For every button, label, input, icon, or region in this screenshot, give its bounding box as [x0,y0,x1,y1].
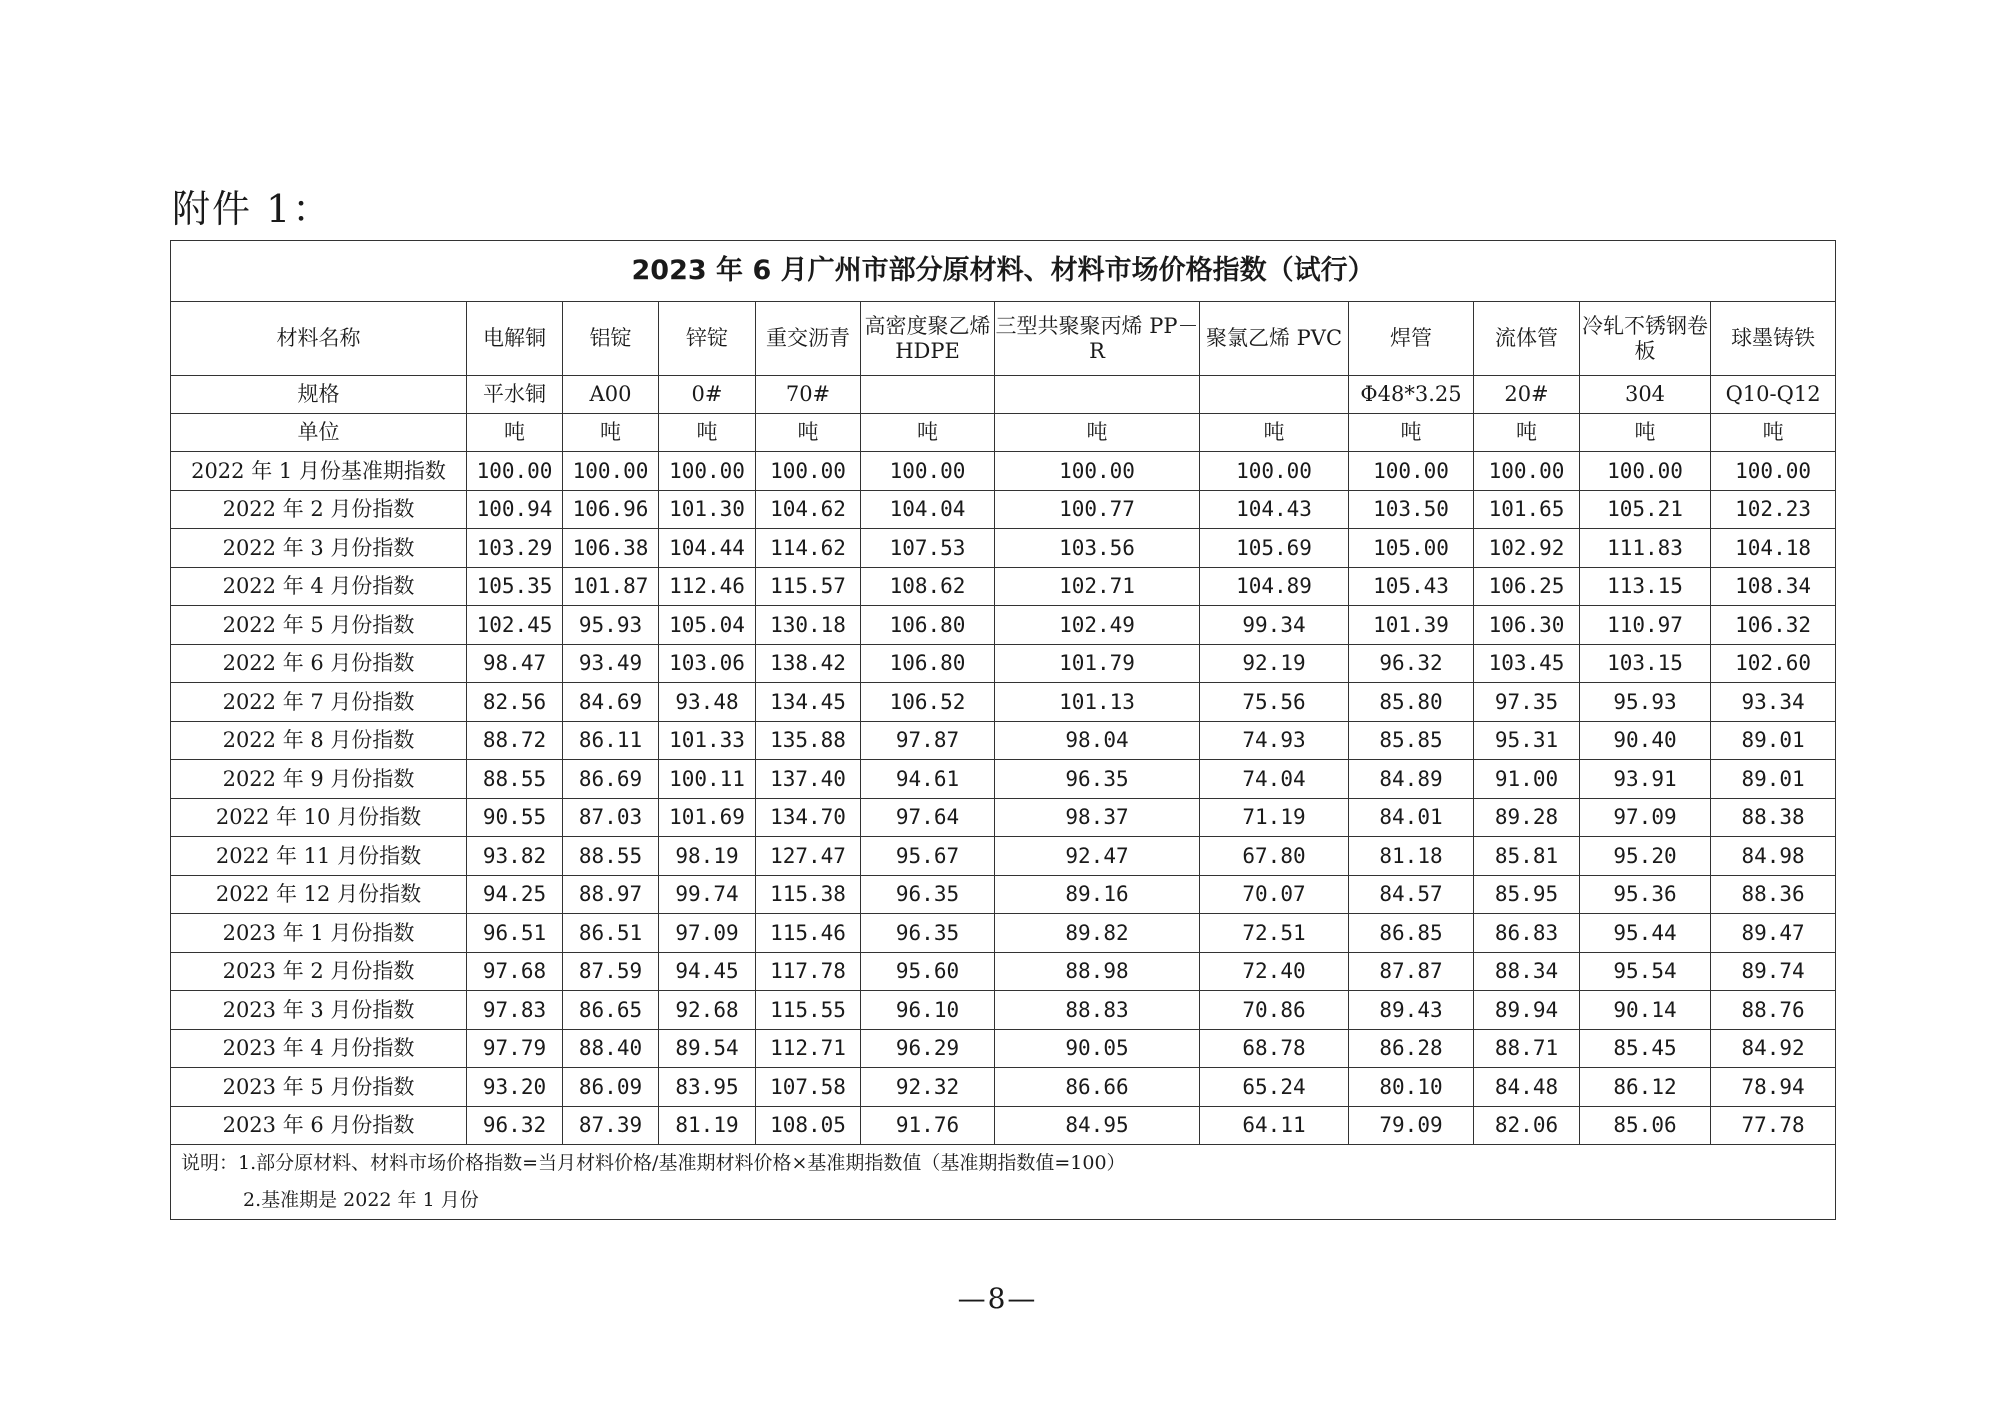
table-row-cell: 93.20 [467,1068,563,1107]
unit-row-cell: 吨 [1711,414,1836,452]
header-row-cell: 焊管 [1349,302,1474,376]
table-row-cell: 85.81 [1474,837,1580,876]
page-number: —8— [957,1282,1038,1315]
table-row [171,1029,1836,1068]
table-row-cell: 103.15 [1580,644,1711,683]
table-row-cell: 99.74 [659,875,756,914]
table-row [171,1106,1836,1145]
table-row-cell: 84.48 [1474,1068,1580,1107]
table-row-cell: 102.92 [1474,529,1580,568]
table-row-cell: 103.56 [995,529,1200,568]
table-row-cell: 96.35 [995,760,1200,799]
table-row-cell: 134.70 [756,798,861,837]
table-row-label: 2023 年 4 月份指数 [171,1029,467,1068]
table-row-cell: 138.42 [756,644,861,683]
table-row [171,798,1836,837]
table-row-cell: 97.09 [1580,798,1711,837]
table-row-cell: 89.01 [1711,721,1836,760]
table-row-cell: 67.80 [1200,837,1349,876]
spec-row-cell: A00 [563,376,659,414]
table-row-cell: 84.69 [563,683,659,722]
table-row-cell: 82.56 [467,683,563,722]
table-row-cell: 88.55 [563,837,659,876]
table-row-cell: 85.80 [1349,683,1474,722]
table-row [171,567,1836,606]
table-row-cell: 88.38 [1711,798,1836,837]
table-row-cell: 100.00 [1711,452,1836,491]
header-row-cell: 高密度聚乙烯 HDPE [861,302,995,376]
table-row-label: 2023 年 2 月份指数 [171,952,467,991]
table-row-cell: 105.69 [1200,529,1349,568]
table-row-cell: 96.10 [861,991,995,1030]
table-row-cell: 93.48 [659,683,756,722]
spec-row [171,376,1836,414]
table-row-cell: 88.71 [1474,1029,1580,1068]
table-row-cell: 105.43 [1349,567,1474,606]
table-row-cell: 101.39 [1349,606,1474,645]
header-row-cell: 三型共聚聚丙烯 PP－R [995,302,1200,376]
table-row-cell: 104.44 [659,529,756,568]
table-row-cell: 81.19 [659,1106,756,1145]
table-row [171,991,1836,1030]
unit-row-cell: 吨 [1200,414,1349,452]
table-row-label: 2022 年 5 月份指数 [171,606,467,645]
table-row-cell: 87.87 [1349,952,1474,991]
table-row-cell: 86.09 [563,1068,659,1107]
table-row-cell: 94.25 [467,875,563,914]
unit-row-cell: 吨 [861,414,995,452]
table-row-cell: 105.21 [1580,490,1711,529]
table-row-cell: 104.43 [1200,490,1349,529]
unit-row-cell: 吨 [995,414,1200,452]
table-row-cell: 102.60 [1711,644,1836,683]
table-row-cell: 89.54 [659,1029,756,1068]
table-row-cell: 101.65 [1474,490,1580,529]
table-row-cell: 100.00 [995,452,1200,491]
table-row-cell: 102.45 [467,606,563,645]
header-row-cell: 铝锭 [563,302,659,376]
table-row-cell: 101.13 [995,683,1200,722]
table-row-cell: 71.19 [1200,798,1349,837]
table-row-cell: 92.47 [995,837,1200,876]
table-row-cell: 65.24 [1200,1068,1349,1107]
table-row-cell: 87.03 [563,798,659,837]
table-row-cell: 86.65 [563,991,659,1030]
table-row-cell: 81.18 [1349,837,1474,876]
spec-row-cell: 0# [659,376,756,414]
header-row-cell: 聚氯乙烯 PVC [1200,302,1349,376]
table-row-cell: 89.01 [1711,760,1836,799]
table-row-label: 2022 年 11 月份指数 [171,837,467,876]
table-row-cell: 88.76 [1711,991,1836,1030]
spec-row-cell: 70# [756,376,861,414]
note-line-2: 2.基准期是 2022 年 1 月份 [243,1189,479,1211]
table-row-cell: 95.67 [861,837,995,876]
unit-row-cell: 吨 [1349,414,1474,452]
table-row-cell: 86.66 [995,1068,1200,1107]
table-row-cell: 96.35 [861,875,995,914]
table-row-cell: 101.30 [659,490,756,529]
table-row-cell: 84.89 [1349,760,1474,799]
table-row-cell: 100.94 [467,490,563,529]
table-row-cell: 106.30 [1474,606,1580,645]
table-row-cell: 95.36 [1580,875,1711,914]
table-row-cell: 115.38 [756,875,861,914]
table-row-cell: 92.32 [861,1068,995,1107]
table-row-cell: 86.51 [563,914,659,953]
header-row-cell: 锌锭 [659,302,756,376]
table-row-cell: 91.76 [861,1106,995,1145]
table-row-cell: 85.45 [1580,1029,1711,1068]
table-row-cell: 89.47 [1711,914,1836,953]
table-row-cell: 86.85 [1349,914,1474,953]
table-row-cell: 107.58 [756,1068,861,1107]
table-row-cell: 80.10 [1349,1068,1474,1107]
table-row [171,837,1836,876]
table-row-cell: 93.49 [563,644,659,683]
header-row-cell: 重交沥青 [756,302,861,376]
table-row-cell: 94.45 [659,952,756,991]
table-row-cell: 134.45 [756,683,861,722]
table-row-cell: 85.95 [1474,875,1580,914]
table-row-cell: 90.05 [995,1029,1200,1068]
table-row-cell: 90.40 [1580,721,1711,760]
table-row-cell: 135.88 [756,721,861,760]
table-row-cell: 89.74 [1711,952,1836,991]
table-row-cell: 103.45 [1474,644,1580,683]
table-row-cell: 86.12 [1580,1068,1711,1107]
table-row-cell: 88.72 [467,721,563,760]
table-row-cell: 105.35 [467,567,563,606]
table-row-label: 2022 年 12 月份指数 [171,875,467,914]
table-row-cell: 96.32 [1349,644,1474,683]
table-row-cell: 97.87 [861,721,995,760]
table-row-cell: 97.64 [861,798,995,837]
table-row-label: 2023 年 5 月份指数 [171,1068,467,1107]
table-row-cell: 98.04 [995,721,1200,760]
table-row-cell: 101.87 [563,567,659,606]
unit-row-cell: 吨 [1580,414,1711,452]
table-row-cell: 84.98 [1711,837,1836,876]
table-row-cell: 108.34 [1711,567,1836,606]
table-row-label: 2023 年 1 月份指数 [171,914,467,953]
table-row-cell: 95.60 [861,952,995,991]
table-row-cell: 100.77 [995,490,1200,529]
table-row-cell: 115.55 [756,991,861,1030]
table-row-label: 2022 年 2 月份指数 [171,490,467,529]
table-row-cell: 90.55 [467,798,563,837]
table-row-label: 2022 年 6 月份指数 [171,644,467,683]
notes [171,1145,1836,1220]
attachment-label: 附件 1： [172,187,333,231]
table-row-cell: 106.80 [861,606,995,645]
table-row-cell: 100.00 [1349,452,1474,491]
table-row-cell: 97.83 [467,991,563,1030]
unit-row [171,414,1836,452]
table-row-cell: 100.00 [1200,452,1349,491]
table-row-cell: 106.80 [861,644,995,683]
table-row [171,914,1836,953]
table-row-cell: 68.78 [1200,1029,1349,1068]
header-row-cell: 电解铜 [467,302,563,376]
table-row-cell: 86.83 [1474,914,1580,953]
table-row-cell: 113.15 [1580,567,1711,606]
table-row-cell: 78.94 [1711,1068,1836,1107]
table-row-cell: 86.69 [563,760,659,799]
table-row-cell: 84.57 [1349,875,1474,914]
price-index-table [170,240,1836,1220]
table-row-cell: 89.43 [1349,991,1474,1030]
table-row [171,683,1836,722]
table-row-cell: 94.61 [861,760,995,799]
table-row-label: 2022 年 1 月份基准期指数 [171,452,467,491]
table-row-cell: 112.46 [659,567,756,606]
table-row-cell: 102.49 [995,606,1200,645]
spec-row-cell [1200,376,1349,414]
table-row-label: 2022 年 8 月份指数 [171,721,467,760]
table-row-cell: 84.95 [995,1106,1200,1145]
table-row-label: 2022 年 3 月份指数 [171,529,467,568]
table-row [171,1068,1836,1107]
table-row-cell: 89.94 [1474,991,1580,1030]
table-row-cell: 102.23 [1711,490,1836,529]
table-row-cell: 97.68 [467,952,563,991]
table-row-cell: 100.00 [1580,452,1711,491]
table-row-cell: 85.06 [1580,1106,1711,1145]
table-row-cell: 100.00 [861,452,995,491]
table-row-cell: 91.00 [1474,760,1580,799]
unit-row-label: 单位 [171,414,467,452]
table-row-cell: 106.96 [563,490,659,529]
table-row-cell: 83.95 [659,1068,756,1107]
table-row-cell: 100.00 [756,452,861,491]
table-row-cell: 95.93 [563,606,659,645]
header-row-cell: 球墨铸铁 [1711,302,1836,376]
spec-row-cell [861,376,995,414]
table-row-cell: 103.29 [467,529,563,568]
table-row-cell: 108.05 [756,1106,861,1145]
table-row-cell: 95.31 [1474,721,1580,760]
table-row-label: 2023 年 3 月份指数 [171,991,467,1030]
table-row-cell: 88.34 [1474,952,1580,991]
table-row [171,760,1836,799]
notes-row [171,1145,1836,1220]
table-row [171,529,1836,568]
table-row-cell: 97.79 [467,1029,563,1068]
table-row-cell: 75.56 [1200,683,1349,722]
table-row-cell: 64.11 [1200,1106,1349,1145]
table-row-cell: 96.29 [861,1029,995,1068]
unit-row-cell: 吨 [659,414,756,452]
table-row-cell: 106.32 [1711,606,1836,645]
table-row-cell: 103.50 [1349,490,1474,529]
table-row-cell: 93.82 [467,837,563,876]
table-row-label: 2023 年 6 月份指数 [171,1106,467,1145]
table-row-cell: 72.51 [1200,914,1349,953]
table-row-cell: 82.06 [1474,1106,1580,1145]
table-row-cell: 77.78 [1711,1106,1836,1145]
table-title: 2023 年 6 月广州市部分原材料、材料市场价格指数（试行） [171,241,1836,302]
table-row-cell: 88.83 [995,991,1200,1030]
table-row-cell: 93.91 [1580,760,1711,799]
table-row-cell: 111.83 [1580,529,1711,568]
table-row-label: 2022 年 7 月份指数 [171,683,467,722]
table-row-cell: 90.14 [1580,991,1711,1030]
header-row-cell: 冷轧不锈钢卷板 [1580,302,1711,376]
table-row-cell: 79.09 [1349,1106,1474,1145]
table-row-cell: 106.25 [1474,567,1580,606]
table-row-cell: 88.55 [467,760,563,799]
table-row-cell: 95.20 [1580,837,1711,876]
table-row-cell: 114.62 [756,529,861,568]
header-row [171,302,1836,376]
table-row-cell: 88.98 [995,952,1200,991]
table-row-cell: 87.59 [563,952,659,991]
table-row-cell: 74.93 [1200,721,1349,760]
table-row-cell: 105.04 [659,606,756,645]
table-row-cell: 72.40 [1200,952,1349,991]
table-row-cell: 74.04 [1200,760,1349,799]
table-row-cell: 95.93 [1580,683,1711,722]
unit-row-cell: 吨 [1474,414,1580,452]
table-row-cell: 107.53 [861,529,995,568]
spec-row-cell: 平水铜 [467,376,563,414]
table-row-label: 2022 年 9 月份指数 [171,760,467,799]
header-row-cell: 流体管 [1474,302,1580,376]
table-row [171,606,1836,645]
table-row-cell: 137.40 [756,760,861,799]
table-row [171,721,1836,760]
table-row-cell: 106.52 [861,683,995,722]
table-row-cell: 104.62 [756,490,861,529]
table-row-cell: 89.16 [995,875,1200,914]
table-row [171,490,1836,529]
spec-row-cell: Φ48*3.25 [1349,376,1474,414]
table-row-cell: 97.09 [659,914,756,953]
table-row-cell: 86.11 [563,721,659,760]
table-row-cell: 95.54 [1580,952,1711,991]
table-row-cell: 92.19 [1200,644,1349,683]
table-row-cell: 89.82 [995,914,1200,953]
spec-row-cell [995,376,1200,414]
table-row-cell: 130.18 [756,606,861,645]
table-row-cell: 117.78 [756,952,861,991]
table-row-cell: 104.04 [861,490,995,529]
note-line-1: 说明：1.部分原材料、材料市场价格指数=当月材料价格/基准期材料价格×基准期指数值（基准期指数值=100） [181,1152,1126,1174]
table-row-cell: 88.40 [563,1029,659,1068]
table-row-label: 2022 年 10 月份指数 [171,798,467,837]
table-row-cell: 127.47 [756,837,861,876]
table-row-cell: 93.34 [1711,683,1836,722]
spec-row-cell: 20# [1474,376,1580,414]
table-row-cell: 100.00 [1474,452,1580,491]
table-row-cell: 99.34 [1200,606,1349,645]
spec-row-cell: 304 [1580,376,1711,414]
table-row-cell: 96.51 [467,914,563,953]
table-row-cell: 100.00 [563,452,659,491]
table-row-cell: 88.36 [1711,875,1836,914]
table-row-cell: 96.32 [467,1106,563,1145]
table-row-cell: 103.06 [659,644,756,683]
table-row-cell: 100.11 [659,760,756,799]
table-row [171,644,1836,683]
table-row-cell: 88.97 [563,875,659,914]
unit-row-cell: 吨 [563,414,659,452]
table-row-cell: 101.79 [995,644,1200,683]
table-row-cell: 87.39 [563,1106,659,1145]
table-row-cell: 96.35 [861,914,995,953]
table-row-cell: 112.71 [756,1029,861,1068]
table-row-cell: 70.07 [1200,875,1349,914]
table-row [171,875,1836,914]
unit-row-cell: 吨 [467,414,563,452]
spec-row-cell: Q10-Q12 [1711,376,1836,414]
header-row-label: 材料名称 [171,302,467,376]
table-row-cell: 84.01 [1349,798,1474,837]
table-row-cell: 92.68 [659,991,756,1030]
table-row-cell: 101.69 [659,798,756,837]
table-row-cell: 98.47 [467,644,563,683]
table-row-cell: 86.28 [1349,1029,1474,1068]
table-row-cell: 70.86 [1200,991,1349,1030]
table-row-cell: 84.92 [1711,1029,1836,1068]
table-row-cell: 97.35 [1474,683,1580,722]
unit-row-cell: 吨 [756,414,861,452]
table-row-cell: 110.97 [1580,606,1711,645]
table-row-label: 2022 年 4 月份指数 [171,567,467,606]
table-row-cell: 104.18 [1711,529,1836,568]
table-row [171,952,1836,991]
table-row-cell: 115.46 [756,914,861,953]
table-row-cell: 100.00 [467,452,563,491]
table-row-cell: 105.00 [1349,529,1474,568]
table-row-cell: 106.38 [563,529,659,568]
table-row-cell: 108.62 [861,567,995,606]
table-row-cell: 101.33 [659,721,756,760]
table-row-cell: 95.44 [1580,914,1711,953]
table-row-cell: 89.28 [1474,798,1580,837]
table-row-cell: 100.00 [659,452,756,491]
table-row-cell: 98.37 [995,798,1200,837]
table-row-cell: 104.89 [1200,567,1349,606]
table-row-cell: 98.19 [659,837,756,876]
table-row-cell: 102.71 [995,567,1200,606]
table-row [171,452,1836,491]
spec-row-label: 规格 [171,376,467,414]
table-row-cell: 85.85 [1349,721,1474,760]
table-row-cell: 115.57 [756,567,861,606]
